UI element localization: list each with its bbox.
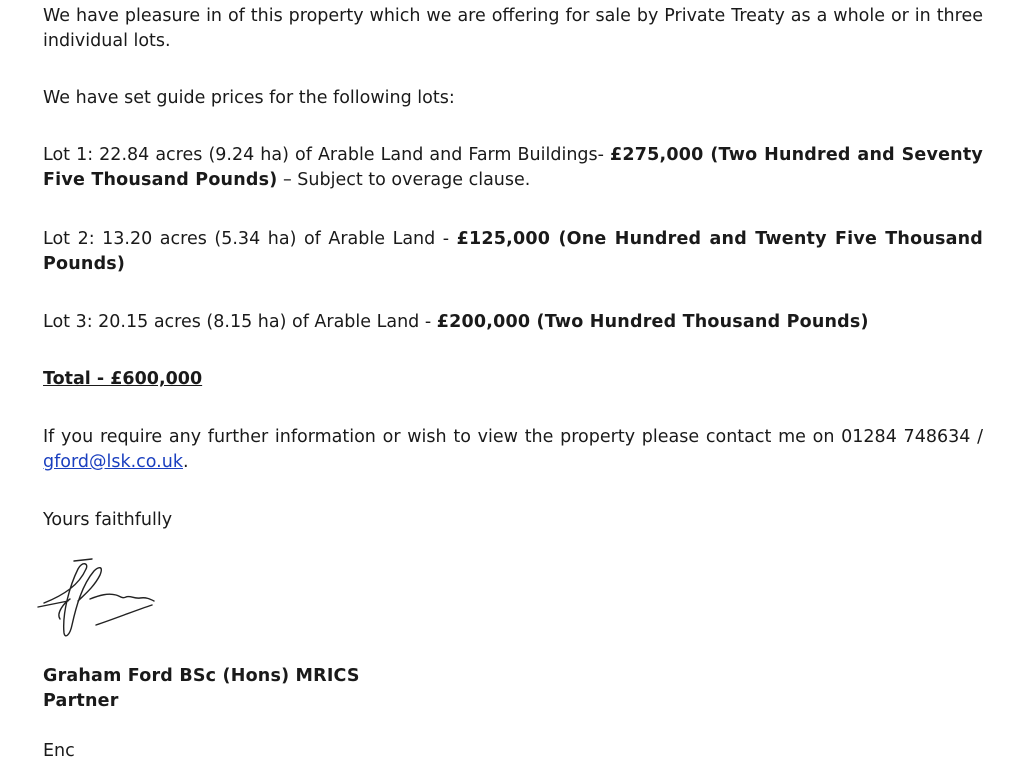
closing-salutation: Yours faithfully (43, 510, 173, 530)
lot-2-price: £125,000 (One Hundred and Twenty Five Thousand Pounds) (43, 229, 983, 274)
lot-3 (43, 310, 983, 335)
lot-1-price: £275,000 (Two Hundred and Seventy Five Thousand Pounds) (43, 145, 984, 190)
contact-text: If you require any further information or wish to view the property please contact me on 01284 748634 / (43, 427, 983, 447)
lot-3-description: Lot 3: 20.15 acres (8.15 ha) of Arable Land - (43, 312, 437, 332)
total-price: Total - £600,000 (43, 369, 203, 389)
signature-image (34, 555, 164, 645)
lot-1-note: – Subject to overage clause. (277, 170, 531, 190)
lot-3-price: £200,000 (Two Hundred Thousand Pounds) (436, 312, 869, 332)
contact-end: . (182, 452, 189, 472)
total-line (43, 367, 983, 392)
signatory-name: Graham Ford BSc (Hons) MRICS (43, 666, 360, 686)
intro-paragraph: We have pleasure in of this property which we are offering for sale by Private Treaty as a whole or in three individual lots. (43, 6, 983, 51)
lot-1-description: Lot 1: 22.84 acres (9.24 ha) of Arable Land and Farm Buildings- (43, 145, 611, 165)
signatory-role: Partner (43, 691, 119, 711)
lot-2 (43, 227, 983, 277)
guide-intro: We have set guide prices for the following lots: (43, 88, 455, 108)
lot-2-description: Lot 2: 13.20 acres (5.34 ha) of Arable Land - (43, 229, 457, 249)
lot-1 (43, 143, 983, 193)
contact-paragraph (43, 425, 983, 475)
email-link[interactable]: gford@lsk.co.uk (43, 452, 183, 472)
enclosure-note: Enc (43, 741, 75, 761)
